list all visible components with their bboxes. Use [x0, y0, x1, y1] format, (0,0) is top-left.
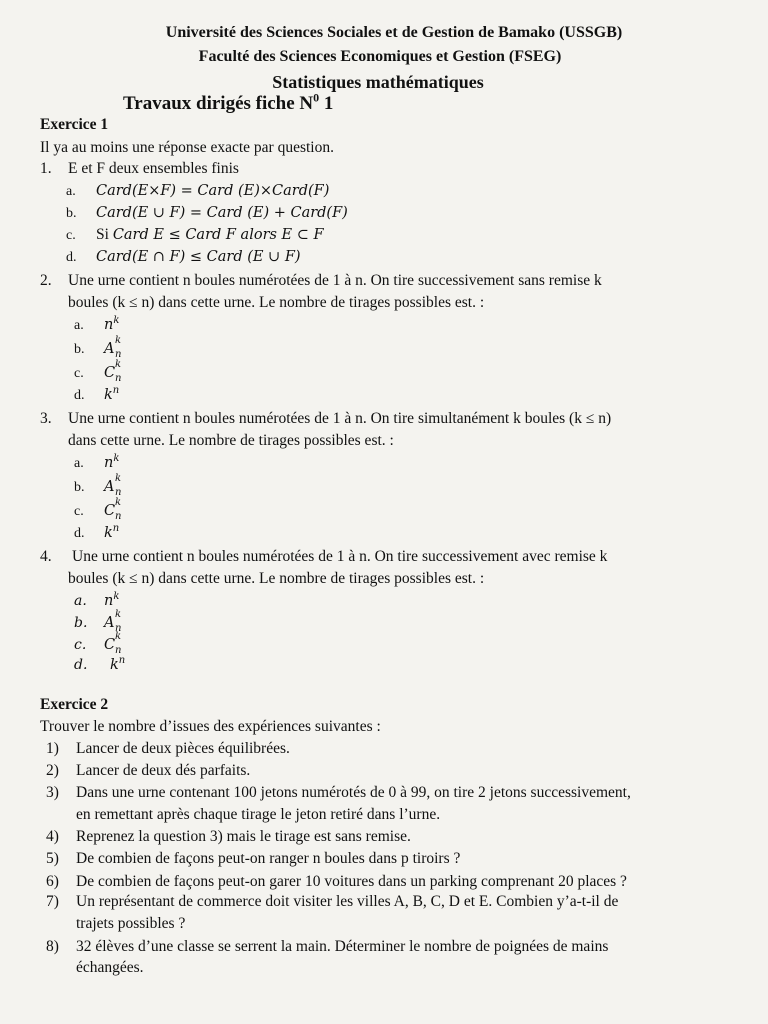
q1-option-d-label: d.: [66, 250, 77, 265]
q1-option-b-formula: Card(E ∪ F) = Card (E) + Card(F): [96, 205, 348, 221]
q2-option-c: [74, 359, 126, 384]
q3-line-2: dans cette urne. Le nombre de tirages possibles est. :: [68, 432, 394, 449]
q2-line-1: Une urne contient n boules numérotées de 1 à n. On tire successivement sans remise k: [68, 272, 602, 289]
q4-option-a: [74, 592, 119, 610]
exercise-2-item-number: 8): [46, 938, 59, 955]
q3-option-d-label: d.: [74, 526, 85, 541]
q2-option-a-label: a.: [74, 318, 84, 333]
exercise-2-item-line: 32 élèves d’une classe se serrent la main. Déterminer le nombre de poignées de mains: [76, 938, 609, 955]
q2-line-2: boules (k ≤ n) dans cette urne. Le nombre de tirages possibles est. :: [68, 294, 485, 311]
exercise-1-intro: Il ya au moins une réponse exacte par question.: [40, 139, 334, 156]
q3-line-1: Une urne contient n boules numérotées de 1 à n. On tire simultanément k boules (k ≤ n): [68, 410, 612, 427]
q1-option-b: [66, 204, 348, 223]
q3-option-c: [74, 497, 126, 522]
exercise-2-item-line: en remettant après chaque tirage le jeton retiré dans l’urne.: [76, 806, 441, 823]
q3-option-c-label: c.: [74, 504, 84, 519]
q4-option-d-label: d.: [74, 657, 88, 673]
q3-option-d: [74, 524, 119, 543]
exercise-2-item-line: De combien de façons peut-on ranger n boules dans p tiroirs ?: [76, 850, 461, 867]
q4-option-c-label: c.: [74, 637, 87, 653]
q1-option-b-label: b.: [66, 206, 77, 221]
q4-option-b-label: b.: [74, 615, 88, 631]
exercise-2-item-line: Lancer de deux pièces équilibrées.: [76, 740, 290, 757]
q1-number: 1.: [40, 160, 52, 177]
exercise-2-item-line: trajets possibles ?: [76, 915, 186, 932]
q4-option-d-formula: $k^n$: [110, 655, 126, 673]
q3-option-b-label: b.: [74, 480, 85, 495]
q2-option-b-formula: A k n: [104, 335, 122, 360]
exercise-2-item-number: 1): [46, 740, 59, 757]
q3-option-b-formula: A k n: [104, 473, 122, 498]
q4-option-c: [74, 631, 126, 656]
q4-option-c-formula: C k n: [104, 631, 122, 656]
course-title: Statistiques mathématiques: [272, 72, 484, 92]
exercise-2-item-line: Dans une urne contenant 100 jetons numérotés de 0 à 99, on tire 2 jetons successivement,: [76, 784, 631, 801]
q1-option-a-label: a.: [66, 184, 76, 199]
q4-line-1: Une urne contient n boules numérotées de 1 à n. On tire successivement avec remise k: [72, 548, 608, 565]
q2-option-a: [74, 316, 119, 335]
q3-option-a-label: a.: [74, 456, 84, 471]
q2-option-b-label: b.: [74, 342, 85, 357]
q3-option-a-formula: $n^k$: [104, 453, 120, 471]
q2-option-d-label: d.: [74, 388, 85, 403]
q4-option-a-formula: $n^k$: [104, 591, 120, 609]
sheet-title: Travaux dirigés fiche $N^0$ 1: [123, 90, 334, 114]
exercise-2-item-line: Reprenez la question 3) mais le tirage est sans remise.: [76, 828, 411, 845]
exercise-2-item-line: échangées.: [76, 959, 144, 976]
q4-option-d: [74, 656, 125, 674]
q2-option-c-formula: C k n: [104, 359, 122, 384]
exercise-2-item-number: 6): [46, 873, 59, 890]
q3-number: 3.: [40, 410, 52, 427]
q1-option-c-label: c.: [66, 228, 76, 243]
exercise-2-title: Exercice 2: [40, 696, 109, 713]
university-name: Université des Sciences Sociales et de Gestion de Bamako (USSGB): [165, 24, 623, 41]
exercise-2-item-number: 3): [46, 784, 59, 801]
q1-option-d-formula: Card(E ∩ F) ≤ Card (E ∪ F): [96, 249, 301, 265]
q1-option-c-prefix: Si: [96, 226, 113, 243]
exercise-2-item-line: Un représentant de commerce doit visiter les villes A, B, C, D et E. Combien y’a-t-il de: [76, 893, 619, 910]
q1-option-c: [66, 226, 324, 245]
q1-option-c-formula: Card E ≤ Card F alors E ⊂ F: [112, 227, 324, 243]
exercise-2-item-number: 5): [46, 850, 59, 867]
faculty-name: Faculté des Sciences Economiques et Gestion (FSEG): [198, 48, 562, 65]
q2-option-d: [74, 386, 119, 405]
exercise-2-item-line: Lancer de deux dés parfaits.: [76, 762, 251, 779]
q2-number: 2.: [40, 272, 52, 289]
q1-option-a: [66, 182, 329, 201]
q3-option-a: [74, 454, 119, 473]
q4-option-b-formula: A k n: [104, 609, 122, 634]
q4-option-a-label: a.: [74, 593, 87, 609]
q3-option-d-formula: $k^n$: [104, 523, 120, 541]
exercise-2-item-number: 4): [46, 828, 59, 845]
exercise-2-intro: Trouver le nombre d’issues des expériences suivantes :: [40, 718, 381, 735]
q1-option-a-formula: Card(E×F) = Card (E)×Card(F): [96, 183, 330, 199]
q2-option-d-formula: $k^n$: [104, 385, 120, 403]
q1-text: E et F deux ensembles finis: [68, 160, 239, 177]
q4-line-2: boules (k ≤ n) dans cette urne. Le nombre de tirages possibles est. :: [68, 570, 485, 587]
q3-option-c-formula: C k n: [104, 497, 122, 522]
exercise-2-item-number: 2): [46, 762, 59, 779]
q4-number: 4.: [40, 548, 52, 565]
q2-option-a-formula: $n^k$: [104, 315, 120, 333]
exercise-2-item-line: De combien de façons peut-on garer 10 voitures dans un parking comprenant 20 places ?: [76, 873, 627, 890]
exercise-2-item-number: 7): [46, 893, 59, 910]
q1-option-d: [66, 248, 301, 267]
exercise-1-title: Exercice 1: [40, 116, 109, 133]
q2-option-c-label: c.: [74, 366, 84, 381]
